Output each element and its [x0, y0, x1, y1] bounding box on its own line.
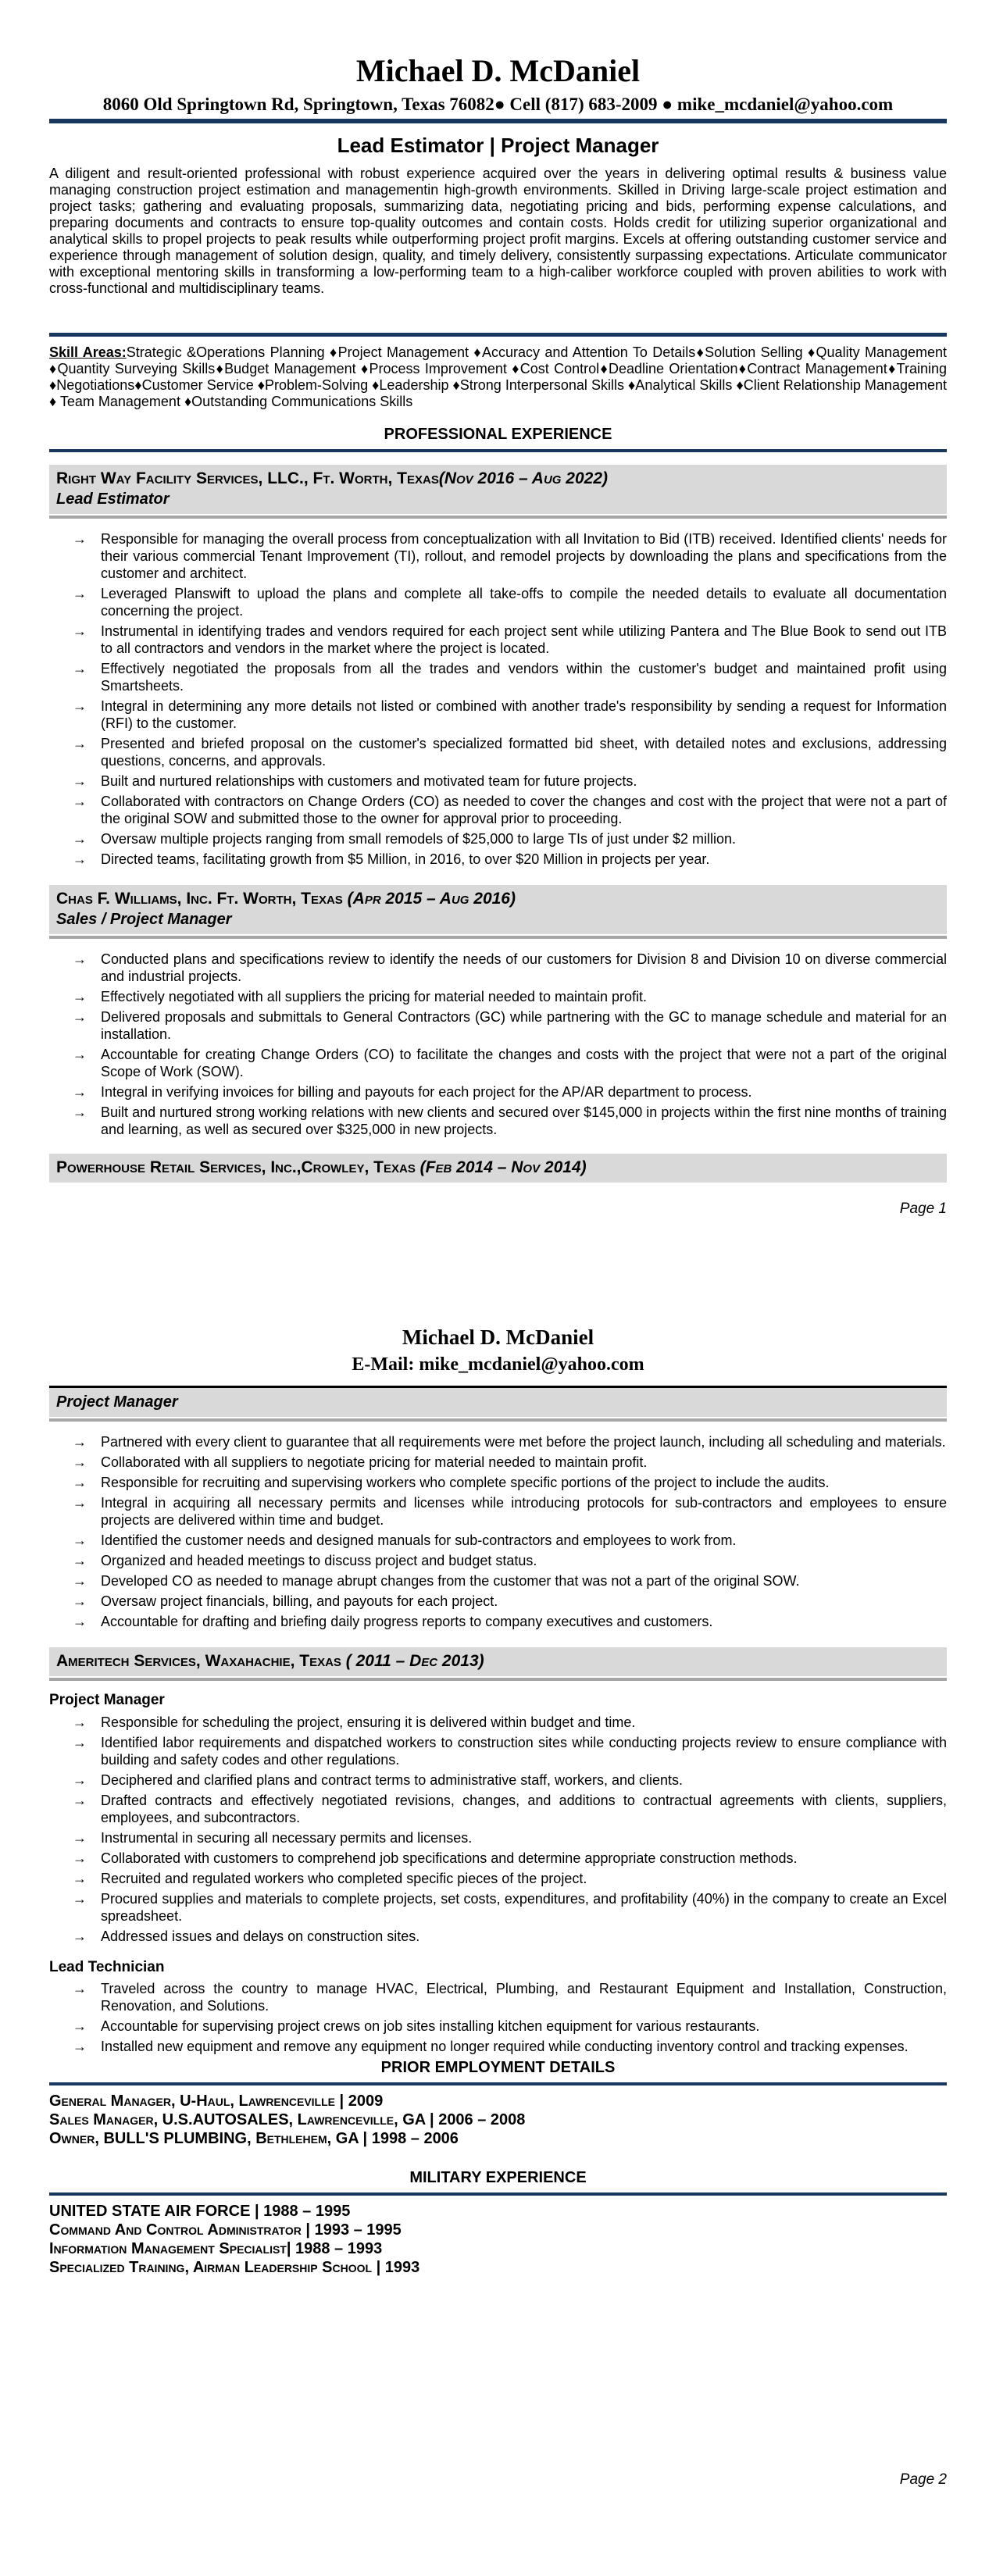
- arrow-bullet-icon: →: [73, 794, 87, 809]
- bullet-item: [49, 1890, 947, 1925]
- arrow-bullet-icon: →: [73, 1614, 87, 1629]
- job-dates: (Feb 2014 – Nov 2014): [419, 1158, 587, 1176]
- arrow-bullet-icon: →: [73, 736, 87, 751]
- arrow-bullet-icon: →: [73, 1495, 87, 1511]
- bullet-text: Responsible for recruiting and supervising workers who complete specific portions of the project to include the audits.: [101, 1475, 830, 1490]
- bullet-text: Oversaw multiple projects ranging from small remodels of $25,000 to large TIs of just under $2 million.: [101, 831, 737, 847]
- arrow-bullet-icon: →: [73, 698, 87, 714]
- arrow-bullet-icon: →: [73, 1047, 87, 1062]
- bullet-item: [49, 1494, 947, 1529]
- bullet-item: [49, 851, 947, 868]
- bullet-item: [49, 2038, 947, 2055]
- contact-line: 8060 Old Springtown Rd, Springtown, Texas 76082● Cell (817) 683-2009 ● mike_mcdaniel@yahoo.com: [102, 95, 894, 114]
- bullet-item: [49, 660, 947, 694]
- bullet-text: Addressed issues and delays on construction sites.: [101, 1928, 420, 1944]
- bullet-item: [49, 1552, 947, 1569]
- bullet-item: [49, 951, 947, 985]
- arrow-bullet-icon: →: [73, 1593, 87, 1609]
- role-title: Lead Estimator | Project Manager: [337, 134, 659, 157]
- military-line: Specialized Training, Airman Leadership School | 1993: [49, 2259, 420, 2276]
- arrow-bullet-icon: →: [73, 1009, 87, 1025]
- bullet-text: Traveled across the country to manage HVAC, Electrical, Plumbing, and Restaurant Equipment and Installation, Construction, Renovation, and Solutions.: [101, 1981, 947, 2014]
- page-number-1: Page 1: [899, 1201, 947, 1217]
- prior-employment-list: [49, 2092, 947, 2148]
- job-header-right-way: [49, 465, 947, 514]
- arrow-bullet-icon: →: [73, 1475, 87, 1490]
- bullet-text: Delivered proposals and submittals to General Contractors (GC) while partnering with the GC to manage schedule and material for an installation.: [101, 1009, 947, 1042]
- candidate-name: Michael D. McDaniel: [355, 53, 641, 88]
- bullet-item: [49, 1714, 947, 1731]
- job-company-line: [56, 889, 940, 909]
- bullet-text: Presented and briefed proposal on the customer's specialized formatted bid sheet, with detailed notes and exclusions, addressing questions, concerns, and approvals.: [101, 736, 947, 769]
- candidate-name-page2: Michael D. McDaniel: [402, 1325, 594, 1349]
- bullet-text: Built and nurtured strong working relations with new clients and secured over $145,000 in projects within the first nine months of training and learning, as well as secured over $325,000 in new projects.: [101, 1104, 947, 1137]
- bullet-text: Integral in determining any more details not listed or combined with another trade's responsibility by sending a request for Information (RFI) to the customer.: [101, 698, 947, 731]
- company-name: Ameritech Services, Waxahachie, Texas: [56, 1652, 346, 1670]
- bullet-text: Developed CO as needed to manage abrupt changes from the customer that was not a part of the original SOW.: [101, 1573, 800, 1589]
- bullet-item: [49, 772, 947, 790]
- arrow-bullet-icon: →: [73, 661, 87, 676]
- arrow-bullet-icon: →: [73, 1532, 87, 1548]
- arrow-bullet-icon: →: [73, 831, 87, 847]
- job-title-lead-technician: Lead Technician: [49, 1959, 165, 1975]
- job-company-line: [56, 1651, 940, 1672]
- arrow-bullet-icon: →: [73, 989, 87, 1004]
- bullet-text: Instrumental in securing all necessary permits and licenses.: [101, 1830, 473, 1846]
- bullet-text: Instrumental in identifying trades and vendors required for each project sent while utilizing Pantera and The Blue Book to send out ITB to all contractors and vendors in the market where the project is located.: [101, 623, 947, 656]
- bullet-item: [49, 1454, 947, 1471]
- bullet-text: Accountable for supervising project crews on job sites installing kitchen equipment for various restaurants.: [101, 2018, 760, 2034]
- bullet-text: Responsible for scheduling the project, ensuring it is delivered within budget and time.: [101, 1714, 636, 1730]
- job-company-line: [56, 469, 940, 489]
- job-bullets-right-way: [49, 530, 947, 868]
- professional-summary: A diligent and result-oriented professional with robust experience acquired over the years in delivering optimal results & business value managing construction project estimation and managementin high-growth environments. Skilled in Driving large-scale project estimation and project tasks; gathering and evaluating proposals, summarizing data, negotiating pricing and bids, performing expense calculations, and preparing documents and contracts to ensure top-quality outcomes and contain costs. Holds credit for utilizing superior organizational and analytical skills to propel projects to peak results while outperforming project profit margins. Excels at offering outstanding customer service and experience through management of solution design, quality, and timely delivery, consistently surpassing expectations. Articulate communicator with exceptional mentoring skills in transforming a low-performing team to a high-caliber workforce coupled with proven abilities to work with cross-functional and multidisciplinary teams.: [49, 166, 947, 296]
- arrow-bullet-icon: →: [73, 1553, 87, 1568]
- bullet-text: Drafted contracts and effectively negotiated revisions, changes, and additions to contractual agreements with clients, suppliers, employees, and subcontractors.: [101, 1793, 947, 1825]
- company-name: Powerhouse Retail Services, Inc.,Crowley, Texas: [56, 1158, 420, 1176]
- bullet-text: Collaborated with all suppliers to negotiate pricing for material needed to maintain profit.: [101, 1454, 648, 1470]
- arrow-bullet-icon: →: [73, 1891, 87, 1907]
- military-line: UNITED STATE AIR FORCE | 1988 – 1995: [49, 2203, 351, 2220]
- military-line: Command And Control Administrator | 1993 – 1995: [49, 2221, 402, 2239]
- bullet-text: Installed new equipment and remove any equipment no longer required while conducting inventory control and tracking expenses.: [101, 2039, 909, 2054]
- bullet-text: Collaborated with contractors on Change Orders (CO) as needed to cover the changes and cost with the project that were not a part of the original SOW and submitted those to the owner for approval prior to proceeding.: [101, 794, 947, 826]
- job-bar-rule: [49, 1678, 947, 1681]
- section-heading-prior-employment: PRIOR EMPLOYMENT DETAILS: [380, 2059, 616, 2076]
- bullet-item: [49, 530, 947, 582]
- bullet-item: [49, 1829, 947, 1846]
- bullet-text: Deciphered and clarified plans and contract terms to administrative staff, workers, and clients.: [101, 1772, 684, 1788]
- job-bar-rule: [49, 516, 947, 519]
- bullet-text: Leveraged Planswift to upload the plans and complete all take-offs to compile the needed details to evaluate all documentation concerning the project.: [101, 586, 947, 619]
- bullet-item: [49, 1792, 947, 1826]
- bullet-item: [49, 2018, 947, 2035]
- job-bar-rule: [49, 936, 947, 939]
- arrow-bullet-icon: →: [73, 531, 87, 547]
- bullet-item: [49, 1850, 947, 1867]
- job-title-ameritech: Project Manager: [49, 1692, 165, 1708]
- job-company-line: [56, 1158, 940, 1178]
- arrow-bullet-icon: →: [73, 951, 87, 967]
- job-bullets-ameritech: [49, 1714, 947, 1945]
- arrow-bullet-icon: →: [73, 1830, 87, 1846]
- bullet-text: Recruited and regulated workers who completed specific pieces of the project.: [101, 1871, 587, 1886]
- bullet-item: [49, 988, 947, 1005]
- job-bullets-chas-f-williams: [49, 951, 947, 1138]
- job-bullets-powerhouse: [49, 1433, 947, 1630]
- arrow-bullet-icon: →: [73, 2039, 87, 2054]
- bullet-text: Conducted plans and specifications review to identify the needs of our customers for Division 8 and Division 10 on diverse commercial and industrial projects.: [101, 951, 947, 984]
- military-line: Information Management Specialist| 1988 – 1993: [49, 2240, 383, 2257]
- bullet-text: Directed teams, facilitating growth from $5 Million, in 2016, to over $20 Million in projects per year.: [101, 851, 710, 867]
- job-header-ameritech: [49, 1647, 947, 1676]
- bullet-text: Collaborated with customers to comprehend job specifications and determine appropriate construction methods.: [101, 1850, 798, 1866]
- header-rule: [49, 119, 947, 123]
- bullet-item: [49, 1870, 947, 1887]
- bullet-item: [49, 1771, 947, 1789]
- skill-areas: [49, 333, 947, 410]
- job-dates: (Nov 2016 – Aug 2022): [438, 469, 609, 487]
- bullet-item: [49, 1474, 947, 1491]
- section-rule: [49, 2082, 947, 2085]
- job-dates: ( 2011 – Dec 2013): [345, 1652, 484, 1670]
- bullet-text: Effectively negotiated the proposals from all the trades and vendors within the customer's budget and maintained profit using Smartsheets.: [101, 661, 947, 694]
- arrow-bullet-icon: →: [73, 773, 87, 789]
- arrow-bullet-icon: →: [73, 1850, 87, 1866]
- arrow-bullet-icon: →: [73, 1772, 87, 1788]
- arrow-bullet-icon: →: [73, 1104, 87, 1120]
- job-header-project-manager-cont: [49, 1386, 947, 1417]
- company-name: Chas F. Williams, Inc. Ft. Worth, Texas: [56, 890, 348, 908]
- bullet-item: [49, 793, 947, 827]
- bullet-item: [49, 830, 947, 847]
- job-title: Project Manager: [56, 1393, 178, 1411]
- job-bullets-lead-technician: [49, 1980, 947, 2055]
- bullet-text: Oversaw project financials, billing, and payouts for each project.: [101, 1593, 498, 1609]
- job-title: Lead Estimator: [56, 491, 170, 508]
- bullet-item: [49, 1008, 947, 1043]
- bullet-text: Accountable for drafting and briefing daily progress reports to company executives and customers.: [101, 1614, 713, 1629]
- bullet-item: [49, 1613, 947, 1630]
- bullet-item: [49, 698, 947, 732]
- job-header-chas-f-williams: [49, 885, 947, 934]
- email-line: E-Mail: mike_mcdaniel@yahoo.com: [352, 1354, 644, 1375]
- arrow-bullet-icon: →: [73, 1981, 87, 1996]
- arrow-bullet-icon: →: [73, 1735, 87, 1750]
- bullet-text: Identified the customer needs and designed manuals for sub-contractors and employees to work from.: [101, 1532, 737, 1548]
- page-number-2: Page 2: [899, 2471, 947, 2488]
- job-bar-rule: [49, 1418, 947, 1422]
- bullet-text: Effectively negotiated with all suppliers the pricing for material needed to maintain profit.: [101, 989, 648, 1004]
- arrow-bullet-icon: →: [73, 1928, 87, 1944]
- bullet-item: [49, 1083, 947, 1101]
- bullet-text: Organized and headed meetings to discuss project and budget status.: [101, 1553, 537, 1568]
- section-rule: [49, 2192, 947, 2196]
- job-title: Sales / Project Manager: [56, 911, 232, 928]
- skill-areas-label: Skill Areas:: [49, 344, 127, 360]
- bullet-text: Procured supplies and materials to complete projects, set costs, expenditures, and profitability (40%) in the company to create an Excel spreadsheet.: [101, 1891, 947, 1924]
- job-dates: (Apr 2015 – Aug 2016): [347, 890, 516, 908]
- bullet-item: [49, 1980, 947, 2014]
- prior-job-line: Owner, BULL'S PLUMBING, Bethlehem, GA | 1998 – 2006: [49, 2130, 459, 2147]
- arrow-bullet-icon: →: [73, 1434, 87, 1450]
- bullet-text: Partnered with every client to guarantee that all requirements were met before the project launch, including all scheduling and materials.: [101, 1434, 946, 1450]
- arrow-bullet-icon: →: [73, 851, 87, 867]
- arrow-bullet-icon: →: [73, 1871, 87, 1886]
- bullet-text: Integral in acquiring all necessary permits and licenses while introducing protocols for sub-contractors and employees to ensure projects are delivered within time and budget.: [101, 1495, 947, 1528]
- bullet-text: Accountable for creating Change Orders (CO) to facilitate the changes and costs with the project that were not a part of the original Scope of Work (SOW).: [101, 1047, 947, 1079]
- bullet-text: Identified labor requirements and dispatched workers to construction sites while conducting projects review to ensure compliance with building and safety codes and other regulations.: [101, 1735, 947, 1768]
- bullet-item: [49, 1433, 947, 1450]
- arrow-bullet-icon: →: [73, 586, 87, 601]
- section-heading-professional-experience: PROFESSIONAL EXPERIENCE: [384, 426, 612, 443]
- arrow-bullet-icon: →: [73, 2018, 87, 2034]
- section-rule: [49, 449, 947, 452]
- bullet-text: Responsible for managing the overall process from conceptualization with all Invitation to Bid (ITB) received. Identified clients' needs for their various commercial Tenant Improvement (TI), rollout, and remodel projects by downloading the plans and specifications from the customer and architect.: [101, 531, 947, 581]
- bullet-item: [49, 1046, 947, 1080]
- bullet-item: [49, 585, 947, 619]
- arrow-bullet-icon: →: [73, 623, 87, 639]
- company-name: Right Way Facility Services, LLC., Ft. Worth, Texas: [56, 469, 439, 487]
- bullet-text: Integral in verifying invoices for billing and payouts for each project for the AP/AR department to process.: [101, 1084, 752, 1100]
- prior-job-line: General Manager, U-Haul, Lawrenceville | 2009: [49, 2093, 384, 2110]
- bullet-item: [49, 735, 947, 769]
- prior-job-line: Sales Manager, U.S.AUTOSALES, Lawrenceville, GA | 2006 – 2008: [49, 2111, 526, 2128]
- job-header-powerhouse: [49, 1154, 947, 1183]
- bullet-item: [49, 1104, 947, 1138]
- arrow-bullet-icon: →: [73, 1454, 87, 1470]
- arrow-bullet-icon: →: [73, 1084, 87, 1100]
- bullet-item: [49, 1572, 947, 1589]
- skill-areas-text: Strategic &Operations Planning ♦Project Management ♦Accuracy and Attention To Details♦Solution Selling ♦Quality Management ♦Quantity Surveying Skills♦Budget Management ♦Process Improvement ♦Cost Control♦Deadline Orientation♦Contract Management♦Training ♦Negotiations♦Customer Service ♦Problem-Solving ♦Leadership ♦Strong Interpersonal Skills ♦Analytical Skills ♦Client Relationship Management ♦ Team Management ♦Outstanding Communications Skills: [49, 344, 948, 409]
- arrow-bullet-icon: →: [73, 1714, 87, 1730]
- bullet-item: [49, 1593, 947, 1610]
- bullet-item: [49, 623, 947, 657]
- military-list: [49, 2202, 947, 2277]
- section-heading-military-experience: MILITARY EXPERIENCE: [409, 2169, 587, 2186]
- bullet-text: Built and nurtured relationships with customers and motivated team for future projects.: [101, 773, 637, 789]
- bullet-item: [49, 1532, 947, 1549]
- bullet-item: [49, 1928, 947, 1945]
- bullet-item: [49, 1734, 947, 1768]
- arrow-bullet-icon: →: [73, 1573, 87, 1589]
- arrow-bullet-icon: →: [73, 1793, 87, 1808]
